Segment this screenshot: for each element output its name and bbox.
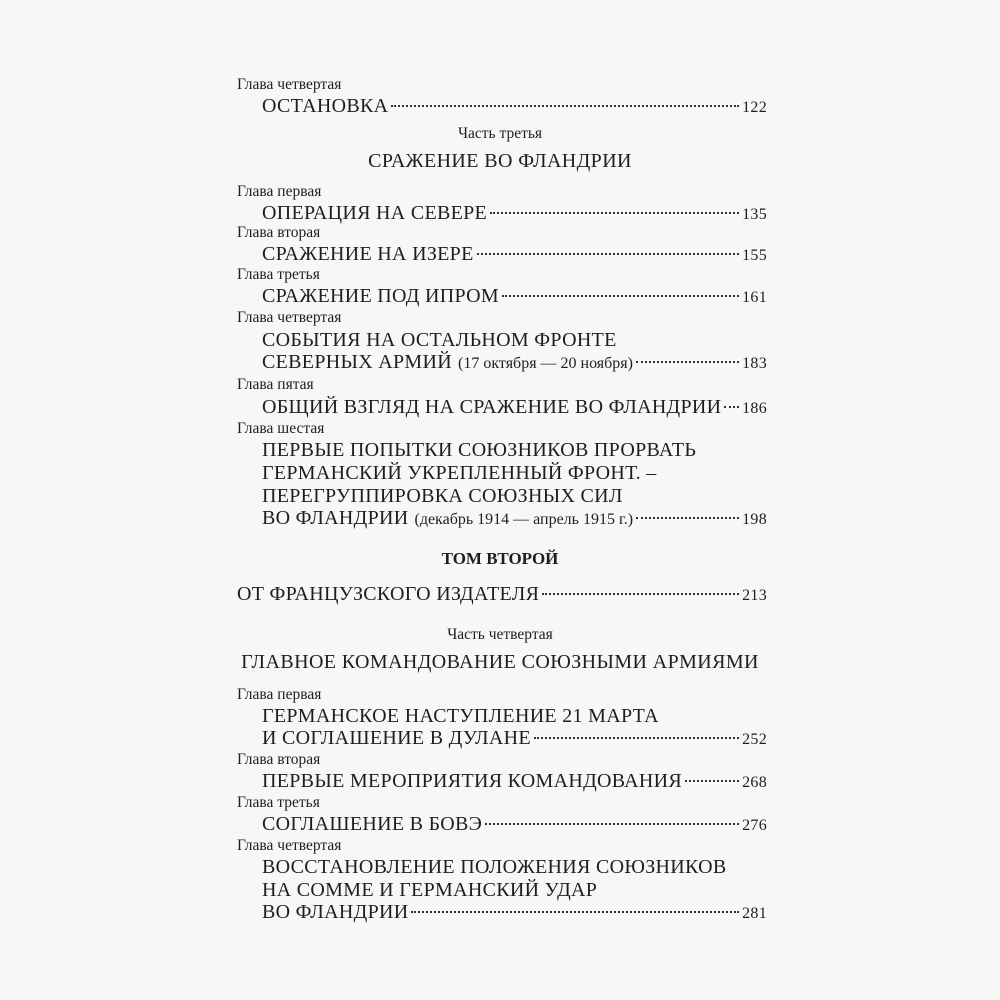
page-number: 252 bbox=[742, 731, 767, 748]
dot-leader bbox=[391, 105, 739, 107]
toc-entry bbox=[262, 351, 767, 374]
chapter-dates: (декабрь 1914 — апрель 1915 г.) bbox=[414, 511, 634, 528]
chapter-title-line: ВО ФЛАНДРИИ bbox=[262, 901, 409, 923]
chapter-label: Глава третья bbox=[237, 794, 320, 811]
chapter-title: СРАЖЕНИЕ ПОД ИПРОМ bbox=[262, 285, 500, 307]
chapter-label: Глава пятая bbox=[237, 376, 314, 393]
toc-entry bbox=[262, 396, 767, 419]
dot-leader bbox=[636, 361, 739, 363]
chapter-label: Глава первая bbox=[237, 686, 322, 703]
page-number: 268 bbox=[742, 774, 767, 791]
toc-entry bbox=[262, 901, 767, 924]
page-number: 281 bbox=[742, 905, 767, 922]
toc-entry bbox=[262, 243, 767, 266]
toc-entry bbox=[237, 583, 767, 606]
page-number: 161 bbox=[742, 289, 767, 306]
toc-entry bbox=[262, 285, 767, 308]
chapter-title-line: ВОССТАНОВЛЕНИЕ ПОЛОЖЕНИЯ СОЮЗНИКОВ bbox=[262, 856, 727, 878]
toc-entry bbox=[262, 95, 767, 118]
chapter-title-line: ГЕРМАНСКИЙ УКРЕПЛЕННЫЙ ФРОНТ. – bbox=[262, 462, 657, 484]
chapter-label: Глава шестая bbox=[237, 420, 325, 437]
toc-entry bbox=[262, 770, 767, 793]
part-title: СРАЖЕНИЕ ВО ФЛАНДРИИ bbox=[368, 150, 632, 172]
section-title: ОТ ФРАНЦУЗСКОГО ИЗДАТЕЛЯ bbox=[237, 583, 540, 605]
chapter-title: ОПЕРАЦИЯ НА СЕВЕРЕ bbox=[262, 202, 488, 224]
chapter-title-line: ПЕРВЫЕ ПОПЫТКИ СОЮЗНИКОВ ПРОРВАТЬ bbox=[262, 439, 697, 461]
toc-entry-line bbox=[262, 439, 767, 462]
chapter-title: ПЕРВЫЕ МЕРОПРИЯТИЯ КОМАНДОВАНИЯ bbox=[262, 770, 683, 792]
page-number: 183 bbox=[742, 355, 767, 372]
dot-leader bbox=[502, 295, 739, 297]
dot-leader bbox=[542, 593, 739, 595]
chapter-title: ОБЩИЙ ВЗГЛЯД НА СРАЖЕНИЕ ВО ФЛАНДРИИ bbox=[262, 396, 722, 418]
page-number: 213 bbox=[742, 587, 767, 604]
page-number: 186 bbox=[742, 400, 767, 417]
dot-leader bbox=[477, 253, 739, 255]
chapter-label: Глава четвертая bbox=[237, 837, 342, 854]
dot-leader bbox=[724, 406, 739, 408]
chapter-label: Глава третья bbox=[237, 266, 320, 283]
chapter-title: СОГЛАШЕНИЕ В БОВЭ bbox=[262, 813, 483, 835]
toc-entry bbox=[262, 727, 767, 750]
toc-entry-line bbox=[262, 485, 767, 508]
toc-entry-line bbox=[262, 856, 767, 879]
dot-leader bbox=[534, 737, 739, 739]
toc-entry-line bbox=[262, 879, 767, 902]
chapter-label: Глава четвертая bbox=[237, 309, 342, 326]
part-label: Часть третья bbox=[457, 125, 543, 142]
dot-leader bbox=[485, 823, 739, 825]
part-title: ГЛАВНОЕ КОМАНДОВАНИЕ СОЮЗНЫМИ АРМИЯМИ bbox=[241, 651, 759, 673]
chapter-title-line: НА СОММЕ И ГЕРМАНСКИЙ УДАР bbox=[262, 879, 598, 901]
page-number: 135 bbox=[742, 206, 767, 223]
chapter-label: Глава вторая bbox=[237, 224, 321, 241]
dot-leader bbox=[685, 780, 739, 782]
page-number: 198 bbox=[742, 511, 767, 528]
page-number: 276 bbox=[742, 817, 767, 834]
chapter-title-line: ГЕРМАНСКОЕ НАСТУПЛЕНИЕ 21 МАРТА bbox=[262, 705, 659, 727]
dot-leader bbox=[411, 911, 739, 913]
toc-entry bbox=[262, 813, 767, 836]
page-number: 155 bbox=[742, 247, 767, 264]
dot-leader bbox=[636, 517, 739, 519]
chapter-title-line: ПЕРЕГРУППИРОВКА СОЮЗНЫХ СИЛ bbox=[262, 485, 623, 507]
chapter-title-line: СЕВЕРНЫХ АРМИЙ bbox=[262, 351, 453, 373]
toc-entry-line bbox=[262, 462, 767, 485]
chapter-title-line: СОБЫТИЯ НА ОСТАЛЬНОМ ФРОНТЕ bbox=[262, 329, 617, 351]
chapter-title-line: ВО ФЛАНДРИИ bbox=[262, 507, 409, 529]
page-number: 122 bbox=[742, 99, 767, 116]
toc-entry-line bbox=[262, 705, 767, 728]
chapter-title: СРАЖЕНИЕ НА ИЗЕРЕ bbox=[262, 243, 474, 265]
chapter-label: Глава вторая bbox=[237, 751, 321, 768]
chapter-label: Глава первая bbox=[237, 183, 322, 200]
chapter-label: Глава четвертая bbox=[237, 76, 342, 93]
toc-entry-line bbox=[262, 329, 767, 352]
dot-leader bbox=[490, 212, 739, 214]
toc-entry bbox=[262, 507, 767, 530]
toc-entry bbox=[262, 202, 767, 225]
volume-title: ТОМ ВТОРОЙ bbox=[441, 549, 559, 568]
part-label: Часть четвертая bbox=[447, 626, 553, 643]
chapter-title: ОСТАНОВКА bbox=[262, 95, 389, 117]
chapter-dates: (17 октября — 20 ноября) bbox=[458, 355, 633, 372]
chapter-title-line: И СОГЛАШЕНИЕ В ДУЛАНЕ bbox=[262, 727, 531, 749]
